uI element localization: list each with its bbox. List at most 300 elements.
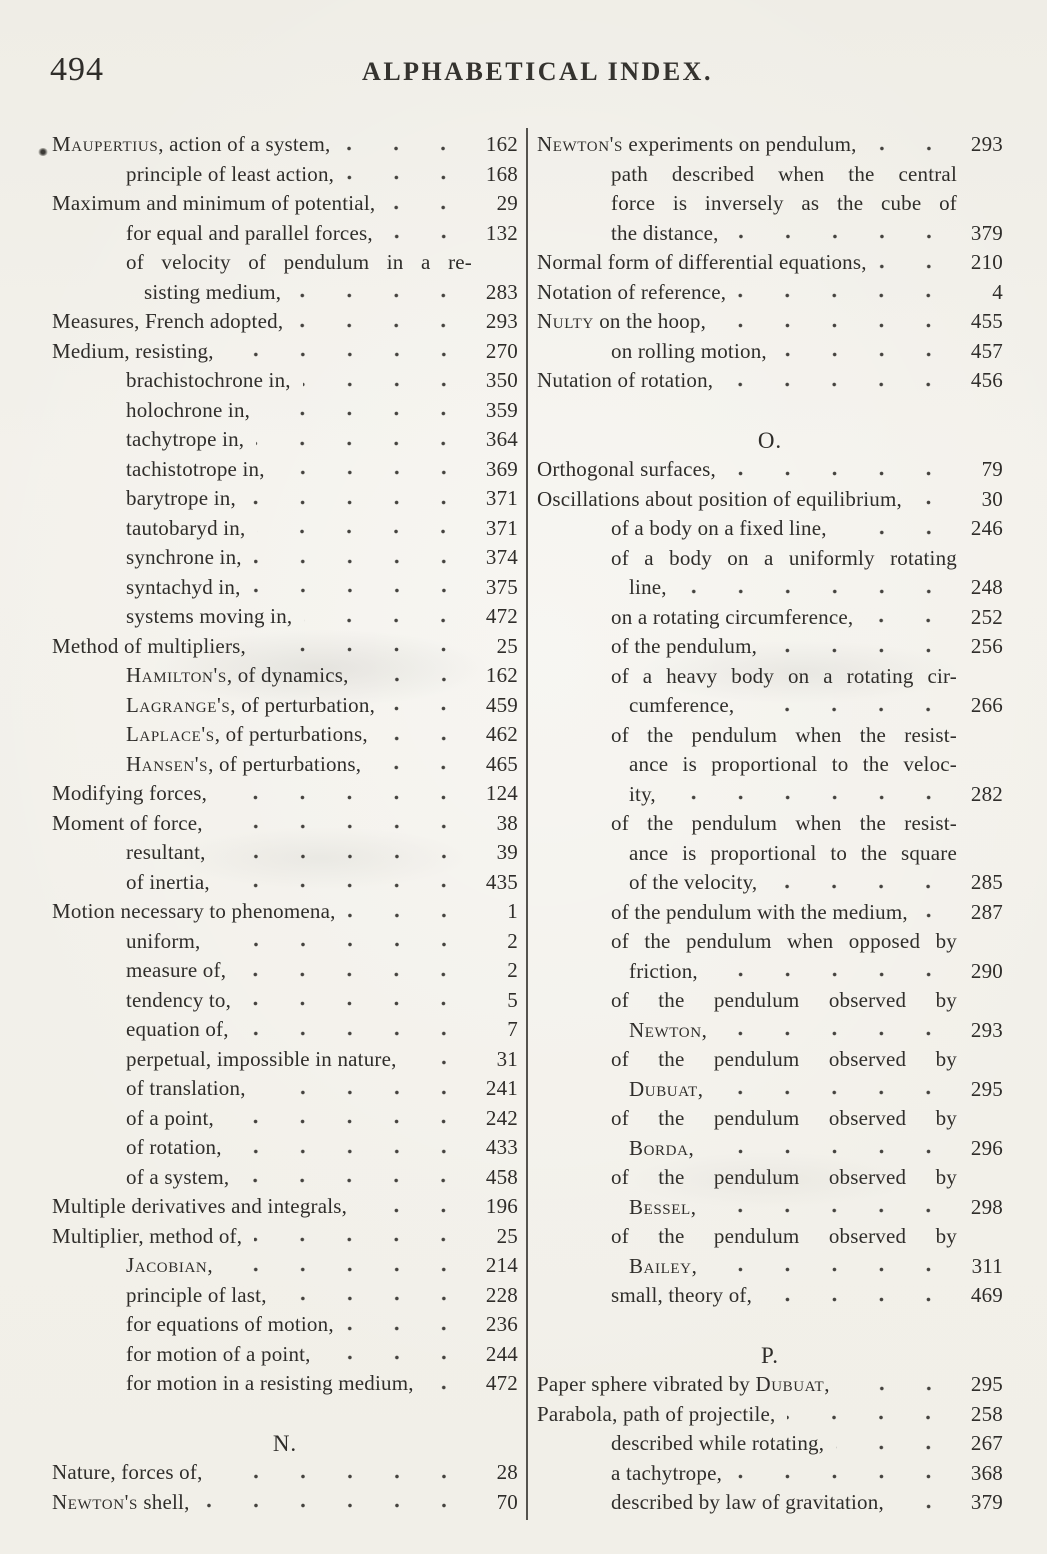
text-segment: principle of last, — [126, 1282, 267, 1307]
page-number: 456 — [970, 368, 1003, 392]
index-entry-row — [537, 219, 1003, 249]
page-number: 1 — [507, 899, 518, 923]
entry-text — [126, 602, 292, 632]
dot-leader — [387, 189, 472, 219]
entry-text — [611, 189, 957, 219]
dot-leader — [258, 1074, 472, 1104]
text-segment: , of dynamics, — [226, 663, 349, 687]
text-segment: Paper sphere vibrated by — [537, 1372, 756, 1396]
entry-text — [611, 721, 957, 751]
small-caps-name: Laplace's — [126, 722, 215, 746]
index-entry-row — [52, 543, 518, 573]
text-segment: Medium, resisting, — [52, 338, 214, 363]
entry-text — [611, 809, 957, 839]
page-number: 469 — [970, 1283, 1003, 1307]
index-entry-row — [537, 1370, 1003, 1400]
entry-text — [611, 603, 853, 633]
index-entry-row — [537, 514, 1003, 544]
page-number: 465 — [485, 751, 518, 776]
index-entry-row — [537, 366, 1003, 396]
index-entry-row — [537, 1016, 1003, 1046]
dot-leader — [779, 337, 957, 367]
index-entry-row — [537, 986, 1003, 1016]
index-entry-row — [537, 1252, 1003, 1282]
dot-leader — [359, 1192, 472, 1222]
entry-text — [126, 1281, 267, 1311]
text-segment: Parabola, path of projectile, — [537, 1401, 776, 1426]
entry-text — [611, 1222, 957, 1252]
dot-leader — [218, 838, 472, 868]
text-segment: , of perturbations, — [214, 722, 368, 746]
page-number: 29 — [496, 191, 518, 215]
index-entry-row — [537, 1459, 1003, 1489]
index-entry-row — [52, 750, 518, 780]
index-entry-row — [52, 278, 518, 308]
page-number: 368 — [970, 1460, 1003, 1485]
text-segment: for motion of a point, — [126, 1341, 311, 1366]
index-entry-row — [537, 573, 1003, 603]
index-entry-row — [52, 691, 518, 721]
index-entry-row — [537, 278, 1003, 308]
small-caps-name: Borda — [629, 1135, 689, 1160]
page-number: 7 — [507, 1017, 518, 1041]
text-segment: ance is proportional to the square — [629, 840, 957, 865]
entry-text — [126, 956, 226, 986]
small-caps-name: Nulty — [537, 309, 594, 333]
text-segment: syntachyd in, — [126, 574, 241, 599]
entry-text — [611, 219, 719, 249]
index-entry-row — [52, 1104, 518, 1134]
dot-leader — [226, 337, 472, 367]
entry-text — [537, 248, 867, 278]
text-segment: Normal form of differential equations, — [537, 250, 867, 274]
text-segment: , — [701, 1017, 708, 1042]
page-number: 79 — [981, 457, 1003, 481]
text-segment: of rotation, — [126, 1135, 222, 1159]
dot-leader — [215, 1458, 472, 1488]
text-segment: Notation of reference, — [537, 279, 727, 304]
text-segment: uniform, — [126, 928, 201, 953]
index-entry-row — [537, 1429, 1003, 1459]
page-number: 132 — [485, 220, 518, 245]
entry-text — [611, 662, 957, 692]
index-entry-row — [537, 1104, 1003, 1134]
entry-text — [52, 337, 214, 367]
index-entry-row — [537, 868, 1003, 898]
page-number: 293 — [485, 309, 518, 333]
page-number: 266 — [970, 693, 1003, 717]
index-entry-row — [52, 779, 518, 809]
text-segment: barytrope in, — [126, 486, 236, 510]
index-entry-row — [52, 1488, 518, 1518]
dot-leader — [222, 868, 472, 898]
entry-text — [611, 514, 827, 544]
entry-text — [126, 661, 349, 691]
dot-leader — [728, 455, 957, 485]
page-number: 458 — [485, 1164, 518, 1189]
entry-text — [126, 484, 236, 514]
entry-text — [126, 425, 244, 455]
dot-leader — [241, 1163, 472, 1193]
page-number: 359 — [485, 397, 518, 422]
page-number: 236 — [485, 1312, 518, 1336]
page-number: 364 — [485, 427, 518, 451]
index-entry-row — [537, 662, 1003, 692]
entry-text — [611, 160, 957, 190]
text-segment: of a point, — [126, 1105, 214, 1130]
page-number: 293 — [970, 132, 1003, 156]
entry-text — [126, 514, 245, 544]
small-caps-name: Newton's — [52, 1489, 138, 1514]
entry-text — [52, 307, 283, 337]
entry-text — [611, 1429, 824, 1459]
index-entry-row — [52, 897, 518, 927]
entry-text — [126, 366, 291, 396]
dot-leader — [361, 661, 472, 691]
page-number: 472 — [485, 604, 518, 628]
index-entry-row — [52, 248, 518, 278]
page-number: 379 — [970, 220, 1003, 245]
dot-leader — [769, 632, 957, 662]
small-caps-name: Dubuat — [755, 1372, 825, 1396]
dot-leader — [293, 278, 472, 308]
dot-leader — [679, 573, 957, 603]
index-entry-row — [52, 396, 518, 426]
dot-leader — [836, 1429, 957, 1459]
page-number: 124 — [485, 781, 518, 805]
small-caps-name: Bailey — [629, 1253, 692, 1278]
page-number: 457 — [970, 338, 1003, 363]
dot-leader — [387, 691, 472, 721]
index-entry-row — [52, 425, 518, 455]
entry-text — [629, 1134, 694, 1164]
entry-text — [126, 1104, 214, 1134]
entry-text — [629, 1193, 696, 1223]
index-entry-row — [52, 661, 518, 691]
text-segment: friction, — [629, 958, 698, 983]
text-segment: ance is proportional to the veloc- — [629, 752, 957, 776]
dot-leader — [304, 602, 472, 632]
text-segment: , of perturbation, — [230, 692, 376, 717]
entry-text — [126, 160, 334, 190]
text-segment: tautobaryd in, — [126, 515, 246, 540]
entry-text — [537, 307, 706, 337]
index-entry-row — [52, 986, 518, 1016]
index-entry-row — [537, 957, 1003, 987]
dot-leader — [219, 779, 472, 809]
index-entry-row — [537, 1400, 1003, 1430]
entry-text — [126, 1163, 229, 1193]
index-entry-row — [537, 1488, 1003, 1518]
entry-text — [126, 1340, 311, 1370]
dot-leader — [734, 1459, 957, 1489]
dot-leader — [202, 1488, 472, 1518]
dot-leader — [769, 868, 957, 898]
small-caps-name: Hansen's — [126, 751, 209, 776]
index-entry-row — [537, 780, 1003, 810]
page-number: 298 — [970, 1194, 1003, 1219]
dot-leader — [865, 603, 957, 633]
entry-text — [629, 750, 957, 780]
page-number: 459 — [485, 692, 518, 717]
page-number: 252 — [970, 604, 1003, 629]
dot-leader — [277, 455, 472, 485]
text-segment: of a system, — [126, 1164, 230, 1189]
dot-leader — [234, 1133, 472, 1163]
page-number: 2 — [507, 928, 518, 953]
entry-text — [126, 691, 375, 721]
dot-leader — [738, 278, 957, 308]
index-entry-row — [52, 1045, 518, 1075]
dot-leader — [706, 1134, 957, 1164]
text-segment: of a heavy body on a rotating cir- — [611, 663, 957, 688]
page-number: 244 — [485, 1341, 518, 1366]
entry-text — [126, 573, 241, 603]
text-segment: tendency to, — [126, 987, 232, 1012]
small-caps-name: Bessel — [629, 1194, 691, 1219]
section-letter: O. — [757, 427, 783, 453]
dot-leader — [303, 366, 472, 396]
entry-text — [126, 543, 242, 573]
page-number: 290 — [970, 958, 1003, 983]
index-entry-row — [537, 248, 1003, 278]
index-entry-row — [52, 130, 518, 160]
entry-text — [126, 396, 250, 426]
entry-text — [611, 1488, 884, 1518]
text-segment: for motion in a resisting medium, — [126, 1371, 414, 1395]
index-entry-row — [537, 721, 1003, 751]
index-entry-row — [52, 219, 518, 249]
dot-leader — [346, 160, 472, 190]
dot-leader — [787, 1400, 957, 1430]
small-caps-name: Hamilton's — [126, 663, 227, 687]
entry-text — [611, 1281, 752, 1311]
entry-text — [537, 485, 902, 515]
text-segment: line, — [629, 575, 667, 599]
text-segment: Nature, forces of, — [52, 1460, 203, 1484]
entry-text — [126, 1045, 397, 1075]
page-number: 374 — [485, 545, 518, 569]
index-entry-row — [537, 1045, 1003, 1075]
index-entry-row — [537, 1134, 1003, 1164]
page-number: 433 — [485, 1135, 518, 1159]
dot-leader — [426, 1369, 472, 1399]
index-entry-row — [537, 1075, 1003, 1105]
index-entry-row — [537, 927, 1003, 957]
index-entry-row — [52, 189, 518, 219]
index-entry-row — [52, 602, 518, 632]
text-segment: of velocity of pendulum in a re- — [126, 250, 472, 274]
page-number: 369 — [485, 456, 518, 481]
entry-text — [126, 1369, 414, 1399]
text-segment: holochrone in, — [126, 397, 251, 422]
text-segment: , — [697, 1076, 704, 1101]
page-number: 293 — [970, 1017, 1003, 1042]
text-segment: principle of least action, — [126, 161, 335, 186]
dot-leader — [409, 1045, 472, 1075]
index-entry-row — [52, 868, 518, 898]
entry-text — [144, 278, 281, 308]
dot-leader — [258, 632, 472, 662]
dot-leader — [256, 425, 472, 455]
dot-leader — [879, 248, 957, 278]
text-segment: on the hoop, — [593, 309, 707, 333]
text-segment: of a body on a uniformly rotating — [611, 545, 957, 570]
page-number: 31 — [496, 1046, 518, 1071]
page-number: 196 — [485, 1194, 518, 1218]
text-segment: ity, — [629, 781, 656, 806]
text-segment: a tachytrope, — [611, 1460, 723, 1485]
text-segment: Orthogonal surfaces, — [537, 457, 716, 481]
entry-text — [611, 632, 757, 662]
page-number: 70 — [496, 1489, 518, 1514]
dot-leader — [254, 543, 472, 573]
entry-text — [52, 1192, 347, 1222]
entry-text — [52, 1458, 203, 1488]
entry-text — [126, 219, 373, 249]
index-entry-row — [52, 337, 518, 367]
index-entry-row — [52, 455, 518, 485]
index-entry-row — [52, 632, 518, 662]
entry-text — [52, 632, 246, 662]
page-title: ALPHABETICAL INDEX. — [362, 57, 713, 86]
page-number: 30 — [981, 486, 1003, 511]
dot-leader — [385, 219, 472, 249]
index-entry-row — [537, 130, 1003, 160]
index-entry-row — [537, 189, 1003, 219]
text-segment: , action of a system, — [158, 132, 331, 156]
page-number: 5 — [507, 987, 518, 1012]
index-entry-row — [52, 484, 518, 514]
dot-leader — [842, 1370, 957, 1400]
index-entry-row — [537, 337, 1003, 367]
column-divider — [526, 128, 528, 1520]
entry-text — [537, 366, 713, 396]
entry-text — [629, 1075, 703, 1105]
small-caps-name: Lagrange's — [126, 692, 231, 717]
index-entry-row — [537, 485, 1003, 515]
dot-leader — [323, 1340, 472, 1370]
index-entry-row — [537, 898, 1003, 928]
text-segment: on a rotating circumference, — [611, 604, 854, 629]
index-entry-row — [52, 1222, 518, 1252]
dot-leader — [241, 1015, 472, 1045]
entry-text — [126, 1251, 213, 1281]
index-entry-row — [52, 1281, 518, 1311]
page-number: 371 — [485, 515, 518, 540]
entry-text — [52, 1222, 242, 1252]
dot-leader — [839, 514, 957, 544]
dot-leader — [253, 573, 472, 603]
index-entry-row — [537, 1222, 1003, 1252]
dot-leader — [342, 130, 472, 160]
index-entry-row — [537, 1193, 1003, 1223]
text-segment: of the pendulum with the medium, — [611, 899, 908, 924]
text-segment: Motion necessary to phenomena, — [52, 899, 336, 923]
text-segment: for equations of motion, — [126, 1312, 334, 1336]
index-entry-row — [537, 1281, 1003, 1311]
index-entry-row — [52, 838, 518, 868]
entry-text — [629, 691, 734, 721]
index-entry-row — [537, 544, 1003, 574]
entry-text — [126, 868, 210, 898]
dot-leader — [746, 691, 957, 721]
text-segment: the distance, — [611, 220, 719, 245]
entry-text — [611, 1163, 957, 1193]
page-number: 25 — [496, 633, 518, 658]
text-segment: systems moving in, — [126, 604, 293, 628]
page-number: 39 — [496, 840, 518, 864]
text-segment: of a body on a fixed line, — [611, 516, 827, 540]
text-segment: Nutation of rotation, — [537, 368, 714, 392]
entry-text — [52, 897, 336, 927]
index-entry-row — [52, 1251, 518, 1281]
page-number: 256 — [970, 634, 1003, 658]
page-number: 375 — [485, 574, 518, 599]
page-number: 287 — [970, 899, 1003, 924]
entry-text — [126, 1015, 229, 1045]
text-segment: of the pendulum observed by — [611, 988, 957, 1012]
entry-text — [611, 1104, 957, 1134]
index-column-right — [537, 130, 1003, 1518]
entry-text — [629, 957, 698, 987]
page-number: 162 — [485, 663, 518, 687]
page-number: 455 — [970, 309, 1003, 333]
small-caps-name: Jacobian — [126, 1253, 208, 1277]
text-segment: resultant, — [126, 840, 206, 864]
dot-leader — [243, 986, 472, 1016]
index-entry-row — [52, 1192, 518, 1222]
page-number: 311 — [971, 1253, 1003, 1278]
small-caps-name: Maupertius — [52, 132, 159, 156]
dot-leader — [710, 957, 957, 987]
index-entry-row — [52, 809, 518, 839]
page-number: 285 — [970, 870, 1003, 894]
text-segment: for equal and parallel forces, — [126, 220, 373, 245]
page-number: 295 — [970, 1372, 1003, 1396]
index-column-left — [52, 130, 518, 1517]
page-number: 379 — [970, 1490, 1003, 1514]
dot-leader — [718, 307, 957, 337]
index-entry-row — [52, 1163, 518, 1193]
text-segment: small, theory of, — [611, 1283, 753, 1307]
page-number-folio: 494 — [50, 51, 104, 88]
index-entry-row — [52, 720, 518, 750]
index-entry-row — [537, 603, 1003, 633]
text-segment: , — [207, 1253, 213, 1277]
page-number: 435 — [485, 869, 518, 894]
entry-text — [537, 278, 726, 308]
dot-leader — [238, 956, 472, 986]
text-segment: Multiple derivatives and integrals, — [52, 1194, 348, 1218]
ink-spot — [38, 148, 48, 156]
index-entry-row — [537, 1163, 1003, 1193]
text-segment: on rolling motion, — [611, 338, 767, 363]
dot-leader — [719, 1016, 957, 1046]
entry-text — [52, 130, 330, 160]
text-segment: of the velocity, — [629, 870, 758, 894]
page-number: 4 — [992, 279, 1003, 304]
entry-text — [537, 130, 857, 160]
index-entry-row — [52, 927, 518, 957]
text-segment: Oscillations about position of equilibrium, — [537, 486, 902, 511]
entry-text — [126, 248, 472, 278]
index-entry-row — [52, 1015, 518, 1045]
text-segment: sisting medium, — [144, 279, 282, 304]
text-segment: measure of, — [126, 958, 227, 982]
text-segment: Measures, French adopted, — [52, 309, 284, 333]
dot-leader — [225, 1251, 472, 1281]
